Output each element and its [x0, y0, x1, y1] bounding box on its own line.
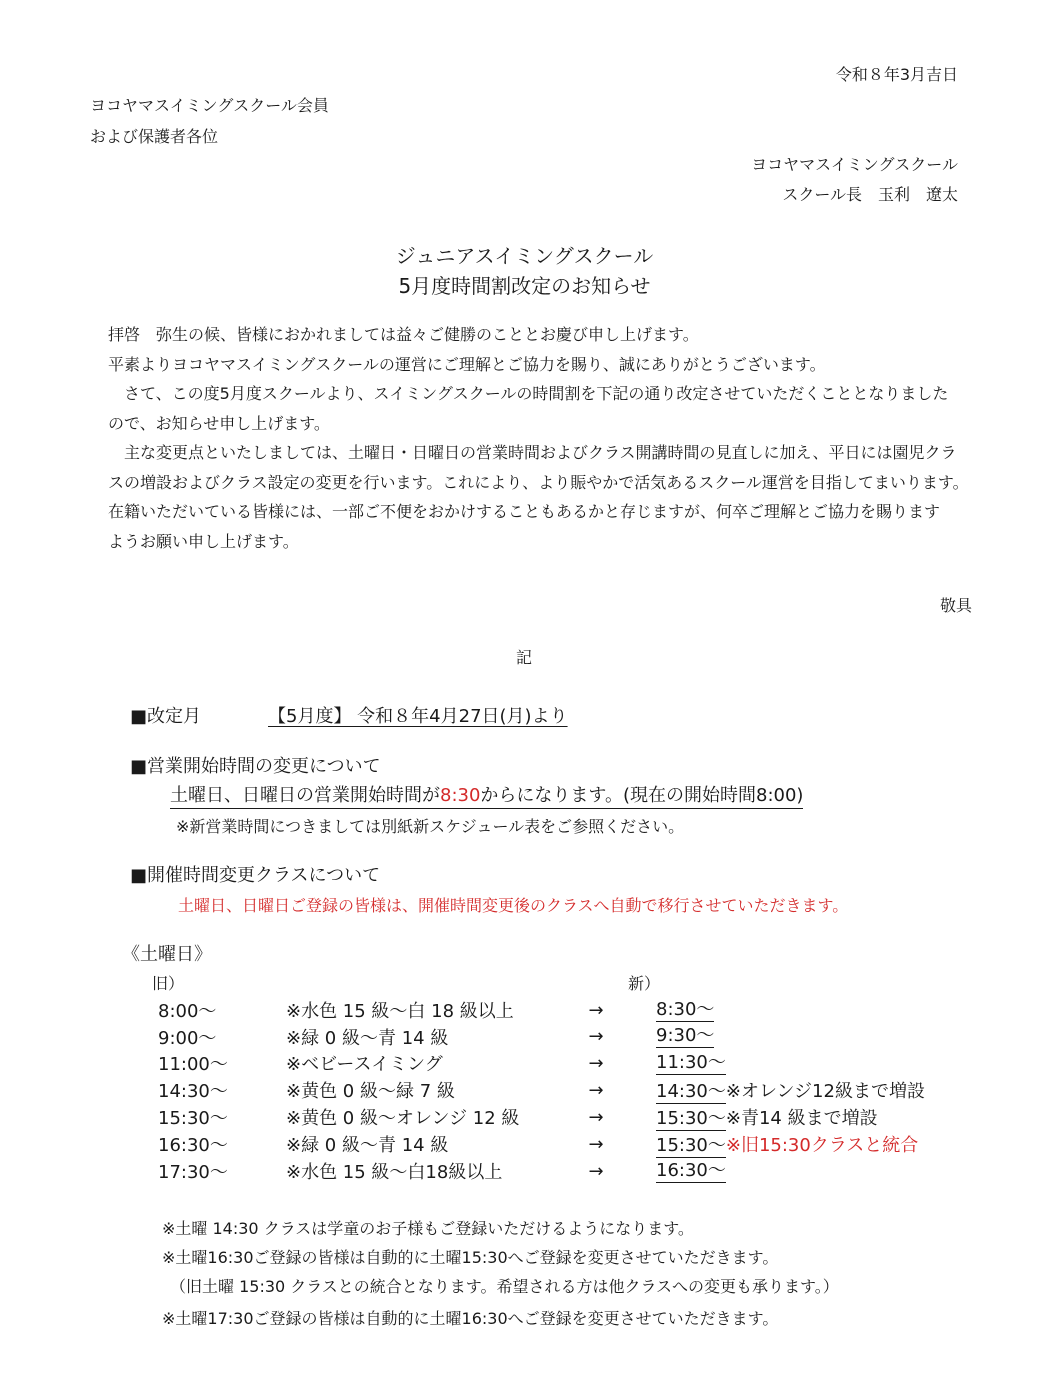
new-label: 新） [628, 974, 661, 993]
arrow-icon: → [588, 1026, 604, 1048]
arrow-icon: → [588, 1052, 604, 1074]
old-time: 14:30～ [158, 1081, 228, 1103]
body-line: スの増設およびクラス設定の変更を行います。これにより、より賑やかで活気あるスクール運営を目指してまいります。 [108, 472, 969, 492]
body-line: ようお願い申し上げます。 [108, 531, 299, 551]
class-range: ※ベビースイミング [286, 1054, 443, 1076]
body-line: 平素よりヨコヤマスイミングスクールの運営にご理解とご協力を賜り、誠にありがとうございます。 [108, 354, 826, 374]
new-time-underlined [656, 1160, 726, 1183]
schedule-row [158, 1131, 925, 1158]
new-time-underlined [656, 999, 714, 1022]
body-line: 主な変更点といたしましては、土曜日・日曜日の営業時間およびクラス開講時間の見直しに加え、平日には園児クラ [108, 443, 957, 462]
new-time-underlined [656, 1052, 726, 1075]
old-time: 17:30～ [158, 1162, 228, 1184]
class-range: ※水色 15 級～白18級以上 [286, 1162, 503, 1184]
footnote: ※土曜 14:30 クラスは学童のお子様もご登録いただけるようになります。 [162, 1219, 694, 1238]
title-line2: 5月度時間割改定のお知らせ [398, 274, 651, 298]
new-time-cell [626, 1158, 925, 1185]
opening-new-time: 8:30 [440, 785, 481, 806]
opening-line-pre: 土曜日、日曜日の営業開始時間が [170, 785, 440, 806]
arrow-icon: → [588, 999, 604, 1021]
old-time: 9:00～ [158, 1027, 217, 1049]
new-time-cell [626, 1131, 925, 1158]
arrow-icon: → [588, 1133, 604, 1155]
ki-mark: 記 [516, 648, 533, 667]
class-range: ※黄色 0 級～緑 7 級 [286, 1081, 455, 1103]
closing-keigu: 敬具 [939, 596, 972, 615]
schedule-row [158, 1104, 925, 1131]
schedule-table [158, 997, 925, 1184]
old-time: 16:30～ [158, 1135, 228, 1157]
class-range: ※水色 15 級～白 18 級以上 [286, 1001, 514, 1023]
row-note: ※青14 級まで増設 [725, 1107, 878, 1129]
title-line1: ジュニアスイミングスクール [395, 244, 654, 268]
new-time-underlined [656, 1081, 726, 1104]
old-time: 8:00～ [158, 1001, 217, 1023]
sender-name: スクール長 玉利 遼太 [782, 185, 958, 204]
class-range: ※緑 0 級～青 14 級 [286, 1135, 449, 1157]
opening-note: ※新営業時間につきましては別紙新スケジュール表をご参照ください。 [176, 817, 685, 836]
new-time: 14:30～ [656, 1080, 726, 1102]
revision-value: 【5月度】 令和８年4月27日(月)より [268, 706, 568, 727]
schedule-row [158, 1024, 925, 1051]
new-time: 15:30～ [656, 1107, 726, 1129]
arrow-icon: → [588, 1106, 604, 1128]
schedule-row [158, 997, 925, 1024]
new-time: 8:30～ [656, 998, 715, 1020]
body-line: さて、この度5月度スクールより、スイミングスクールの時間割を下記の通り改定させていただくこととなりました [108, 384, 949, 403]
class-range: ※緑 0 級～青 14 級 [286, 1027, 449, 1049]
old-time: 11:00～ [158, 1054, 228, 1076]
new-time-underlined [656, 1135, 726, 1158]
new-time-underlined [656, 1108, 726, 1131]
schedule-row [158, 1158, 925, 1185]
schedule-row [158, 1050, 925, 1077]
body-line: 拝啓 弥生の候、皆様におかれましては益々ご健勝のこととお慶び申し上げます。 [108, 325, 699, 344]
footnote: （旧土曜 15:30 クラスとの統合となります。希望される方は他クラスへの変更も承ります。） [170, 1277, 839, 1296]
new-time-cell [626, 1104, 925, 1131]
old-time: 15:30～ [158, 1108, 228, 1130]
footnote: ※土曜17:30ご登録の皆様は自動的に土曜16:30へご登録を変更させていただきます。 [162, 1309, 779, 1328]
arrow-icon: → [588, 1079, 604, 1101]
schedule-row [158, 1077, 925, 1104]
new-time: 11:30～ [656, 1051, 726, 1073]
new-time: 9:30～ [656, 1025, 715, 1047]
body-paragraph [108, 320, 988, 556]
new-time-cell [626, 1050, 925, 1077]
new-time-underlined [656, 1025, 714, 1048]
new-time-cell [626, 1024, 925, 1051]
opening-line [170, 781, 803, 809]
arrow-icon: → [588, 1160, 604, 1182]
class-range: ※黄色 0 級～オレンジ 12 級 [286, 1108, 520, 1130]
row-note: ※オレンジ12級まで増設 [725, 1080, 925, 1102]
old-label: 旧） [152, 974, 185, 993]
body-line: 在籍いただいている皆様には、一部ご不便をおかけすることもあるかと存じますが、何卒ご理解とご協力を賜ります [108, 502, 941, 521]
document-date: 令和８年3月吉日 [835, 65, 958, 84]
opening-heading: ■営業開始時間の変更について [130, 756, 381, 777]
new-time-cell [626, 997, 925, 1024]
new-time-cell [626, 1077, 925, 1104]
row-note: ※旧15:30クラスと統合 [725, 1134, 919, 1156]
footnote: ※土曜16:30ご登録の皆様は自動的に土曜15:30へご登録を変更させていただきます。 [162, 1248, 779, 1267]
revision-label: ■改定月 [130, 706, 202, 727]
new-time: 15:30～ [656, 1134, 726, 1156]
class-change-notice: 土曜日、日曜日ご登録の皆様は、開催時間変更後のクラスへ自動で移行させていただきます。 [178, 896, 849, 915]
sender-org: ヨコヤマスイミングスクール [751, 155, 958, 174]
class-change-heading: ■開催時間変更クラスについて [130, 865, 381, 886]
recipient-line2: および保護者各位 [90, 127, 219, 146]
body-line: ので、お知らせ申し上げます。 [108, 413, 330, 433]
day-label: 《土曜日》 [122, 944, 212, 965]
new-time: 16:30～ [656, 1159, 726, 1181]
recipient-line1: ヨコヤマスイミングスクール会員 [90, 96, 329, 115]
opening-line-post: からになります。(現在の開始時間8:00) [480, 785, 804, 806]
